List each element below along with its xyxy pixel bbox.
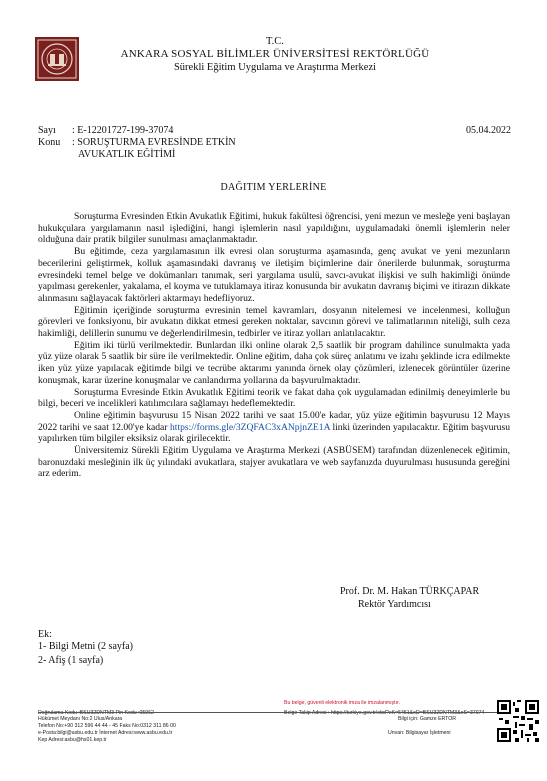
konu-value-line2: AVUKATLIK EĞİTİMİ: [78, 149, 176, 160]
konu-row: [38, 137, 236, 148]
footer-email: e-Posta:bilgi@asbu.edu.tr İnternet Adresi:www.asbu.edu.tr: [38, 730, 173, 736]
footer-position: Unvan: Bilgisayar İşletmeni: [388, 730, 451, 736]
paragraph-1: Soruşturma Evresinden Etkin Avukatlık Eğitimi, hukuk fakültesi öğrencisi, yeni mezun ve mesleğe yeni başlayan hukukçulara yargılamanın nasıl işlediğini, hangi işlemlerin nasıl yapıldığını, uygulamadaki önemli işlemlerin neler olduğuna dair pratik bilgiler sunulması amaçlanmaktadır.: [38, 211, 510, 246]
paragraph-3: Eğitimin içeriğinde soruşturma evresinin temel kavramları, dosyanın nitelemesi ve incelenmesi, kolluğun görevleri ve fonksiyonu, bir avukatın dikkat etmesi gereken noktalar, savcının görevi ve talimatlarının niteliği, sulh ceza hakimliği, delillerin sunumu ve değerlendirilmesin, tedbirler ve itiraz yolları anlatılacaktır.: [38, 304, 510, 340]
sayi-row: [38, 125, 173, 136]
konu-value: : SORUŞTURMA EVRESİNDE ETKİN: [72, 137, 236, 148]
signatory-title: Rektör Yardımcısı: [358, 599, 431, 610]
sayi-label: Sayı: [38, 125, 56, 136]
esign-note: Bu belge, güvenli elektronik imza ile imzalanmıştır.: [284, 700, 400, 706]
sayi-value: : E-12201727-199-37074: [72, 125, 174, 136]
footer-kep: Kep Adresi:asbu@hs01.kep.tr: [38, 737, 107, 743]
footer-address: Hükümet Meydanı No:2 Ulus/Ankara: [38, 716, 123, 722]
document-date: 05.04.2022: [466, 125, 511, 136]
paragraph-7: Üniversitemiz Sürekli Eğitim Uygulama ve Araştırma Merkezi (ASBÜSEM) tarafından düzenlenecek eğitimin, baronuzdaki mesleğinin ilk üç yılındaki avukatlara, stajyer avukatlara ve web sayfanızda duyurulması hususunda gereğini arz ederim.: [38, 445, 510, 480]
paragraph-2: Bu eğitimde, ceza yargılamasının ilk evresi olan soruşturma aşamasında, genç avukat ve yeni mezunların becerilerini geliştirmek, kolluk aşamasındaki davranış ve iletişim biçimlerine dair önerilerde bulunmak, soruşturma evresindeki temel belge ve dokümanları tanımak, seri yargılama usulü, savcı-avukat ilişkisi ve sulh hakimliği önünde yapılması gerekenler, yakalama, el koyma ve tutuklamaya itiraz konusunda bir avukatın davranış biçimi ve itirazın dikkate alınmasını sağlayacak faktörleri aktarmayı hedefliyoruz.: [38, 246, 510, 304]
application-form-link[interactable]: https://forms.gle/3ZQFAC3xANpjnZE1A: [170, 421, 330, 433]
enclosure-item-1: 1- Bilgi Metni (2 sayfa): [38, 641, 133, 652]
university-seal-logo: [34, 36, 80, 82]
verification-code: Doğrulama Kodu :BSU32DNTM3 Pin Kodu :05962: [38, 710, 154, 716]
footer-info-contact: Bilgi için: Gamze ERTOR: [398, 716, 457, 722]
paragraph-6-start: Online eğitimin başvurusu 15 Nisan 2022 tarihi ve saat 15.00'e kadar, yüz yüze eğitimin başvurusu 12 Mayıs 2022 tarihi ve saat 12.00'ye kadar: [38, 409, 510, 433]
paragraph-6: [38, 410, 510, 445]
header-tc: T.C.: [266, 36, 284, 47]
qr-code-icon: [497, 700, 539, 742]
paragraph-5: Soruşturma Evresinde Etkin Avukatlık Eğitimi teorik ve fakat daha çok uygulamadan edinilmiş deneyimlerle bu bilgi, beceri ve incelikleri katılımcılara sağlamayı hedeflemektedir.: [38, 386, 510, 410]
tracking-address[interactable]: Belge Takip Adresi : https://turkiye.gov.tr/ebd?eK=5451&eD=BSU32DNTM3&eS=37074: [284, 710, 485, 716]
paragraph-4: Eğitim iki türlü verilmektedir. Bunlardan ilki online olarak 2,5 saatlik bir program dahilince sunulmakta yada yüz yüze olarak 5 saatlik bir süre ile verilmektedir. Online eğitim, daha çok süreç anlatımı ve izahı şeklinde icra edilmekte iken yüz yüze yapılacak eğitimde bilgi ve tecrübe aktarımı yanında örnek olay çözümleri, izlenecek görüntüler üzerine konuşmak, karar üzerine konuşmalar ve canlandırma yollarına da başvurulmaktadır.: [38, 339, 510, 386]
footer-divider: [38, 712, 510, 713]
document-body: [38, 211, 510, 480]
konu-label: Konu: [38, 137, 61, 148]
enclosures-label: Ek:: [38, 629, 52, 640]
distribution-title: DAĞITIM YERLERİNE: [220, 182, 327, 193]
header-university: ANKARA SOSYAL BİLİMLER ÜNİVERSİTESİ REKTÖRLÜĞÜ: [120, 48, 430, 60]
paragraph-6-end: linki üzerinden yapılacaktır. Eğitim başvurusu yapılırken tüm bilgiler eksiksiz olarak girilecektir.: [38, 421, 510, 445]
signatory-name: Prof. Dr. M. Hakan TÜRKÇAPAR: [340, 586, 480, 597]
footer-phone: Telefon No:+90 312 596 44 44 - 45 Faks No:0312 311 86 00: [38, 723, 176, 729]
enclosure-item-2: 2- Afiş (1 sayfa): [38, 655, 104, 666]
header-center: Sürekli Eğitim Uygulama ve Araştırma Merkezi: [173, 62, 377, 73]
